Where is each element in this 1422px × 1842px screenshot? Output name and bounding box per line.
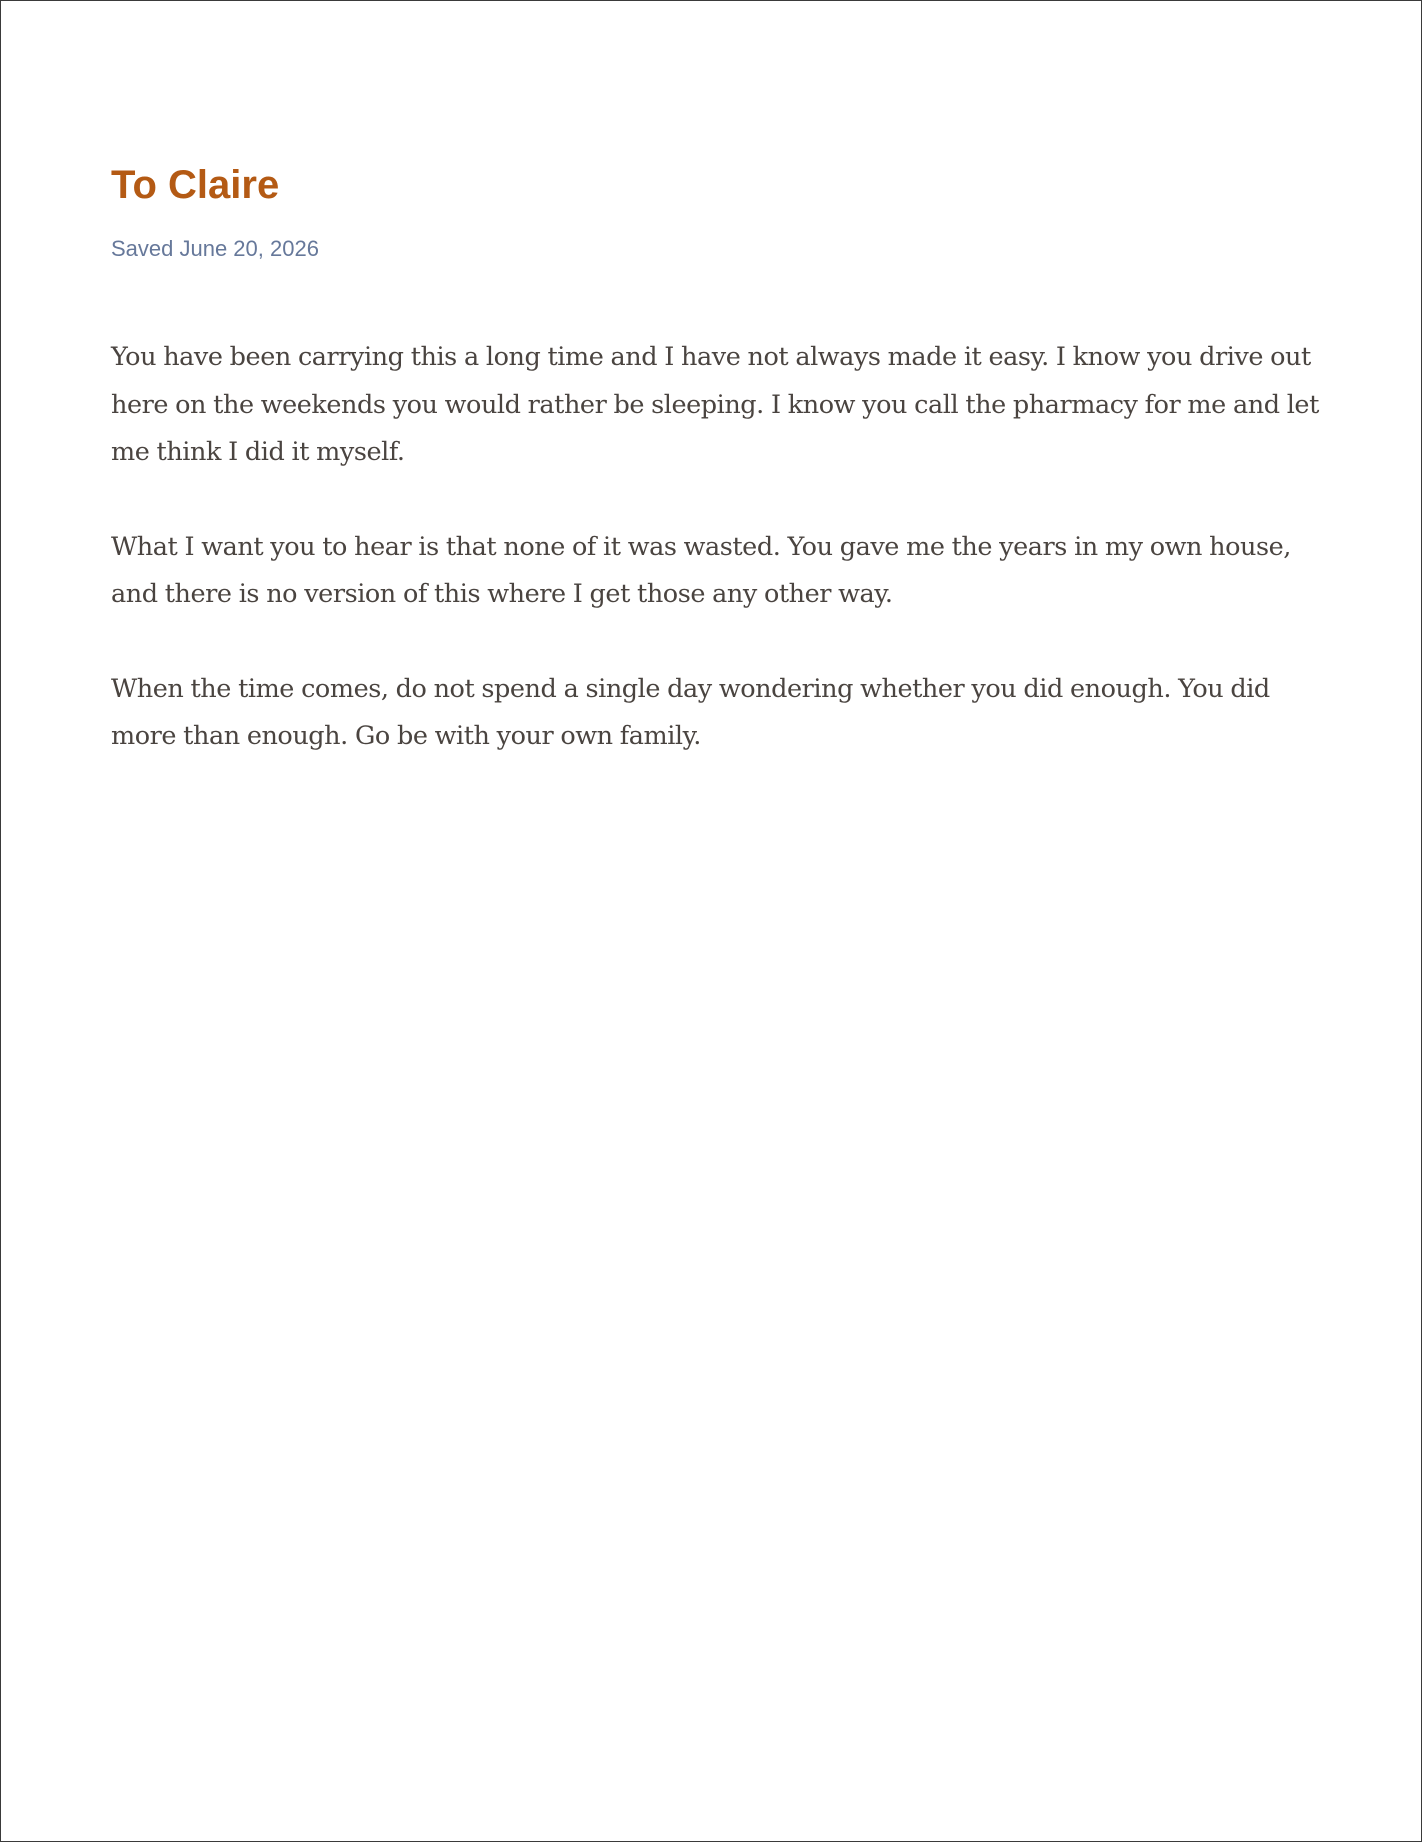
letter-title: To Claire <box>111 163 280 207</box>
saved-date-label: Saved June 20, 2026 <box>111 236 319 261</box>
letter-paragraph: You have been carrying this a long time and I have not always made it easy. I know you drive out here on the weekends you would rather be sleeping. I know you call the pharmacy for me and let me think I did it myself. <box>111 342 1319 467</box>
letter-body <box>111 334 1321 761</box>
letter-content <box>111 161 1321 808</box>
letter-paragraph: What I want you to hear is that none of it was wasted. You gave me the years in my own house, and there is no version of this where I get those any other way. <box>111 531 1291 609</box>
letter-paragraph: When the time comes, do not spend a single day wondering whether you did enough. You did more than enough. Go be with your own family. <box>111 673 1270 751</box>
